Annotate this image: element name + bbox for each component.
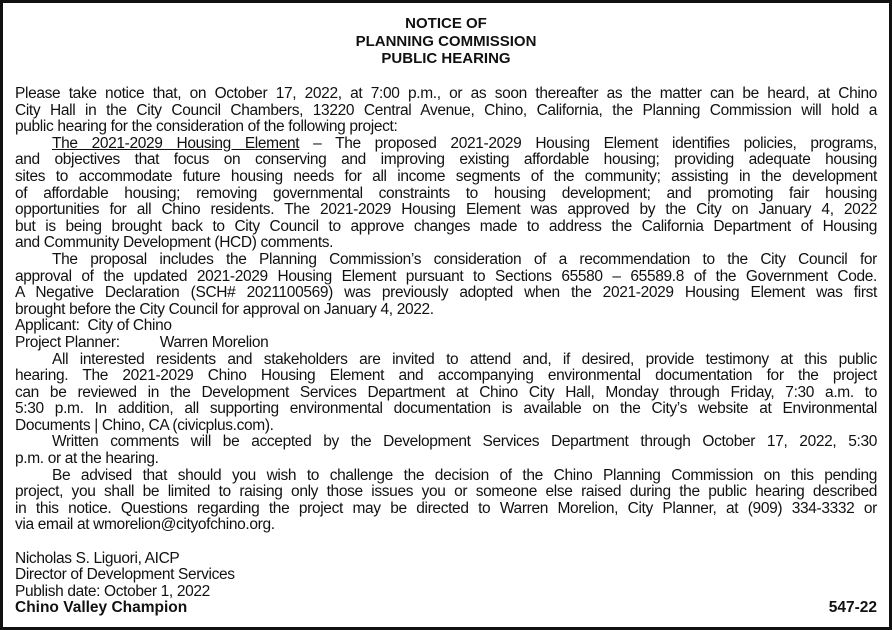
notice-title: [0, 15, 892, 68]
applicant-line: [15, 318, 877, 335]
paragraph-notice: [15, 86, 877, 136]
text-line: opportunities for all Chino residents. The 2021-2029 Housing Element was approved by the City on January 4, 2022: [15, 201, 877, 219]
title-line: NOTICE OF: [405, 15, 487, 32]
planner-line: [15, 335, 877, 352]
text-line: The proposal includes the Planning Commission’s consideration of a recommendation to the City Council for: [52, 250, 877, 268]
applicant-value: City of Chino: [87, 317, 172, 335]
signer-title: Director of Development Services: [15, 566, 235, 584]
publish-date: Publish date: October 1, 2022: [15, 582, 210, 600]
signer-name: Nicholas S. Liguori, AICP: [15, 549, 180, 567]
text-line: hearing. The 2021-2029 Chino Housing Element and accompanying environmental documentation for the project: [15, 367, 877, 385]
text-line: of affordable housing; removing governmental constraints to housing development; and promoting fair housing: [15, 184, 877, 202]
text-line: A Negative Declaration (SCH# 2021100569) was previously adopted when the 2021-2029 Housing Element was first: [15, 284, 877, 302]
text-line: but is being brought back to City Council to approve changes made to address the California Department of Housing: [15, 217, 877, 235]
paragraph-invitation: [15, 352, 877, 435]
text-line: [15, 136, 877, 153]
applicant-label: Applicant:: [15, 317, 80, 335]
paragraph-project: [15, 136, 877, 252]
notice-body: [15, 86, 877, 617]
spacer: [15, 534, 877, 551]
text-line: p.m. or at the hearing.: [15, 450, 159, 468]
text-line: Documents | Chino, CA (civicplus.com).: [15, 416, 274, 434]
text-line: City Hall in the City Council Chambers, 13220 Central Avenue, Chino, California, the Planning Commission will hold a: [15, 101, 877, 119]
text-line: brought before the City Council for approval on January 4, 2022.: [15, 300, 434, 318]
text-line: and objectives that focus on conserving and improving existing affordable housing; providing adequate housing: [15, 151, 877, 169]
text-line: Please take notice that, on October 17, 2022, at 7:00 p.m., or as soon thereafter as the matter can be heard, at Chino: [15, 85, 877, 102]
text-line: in this notice. Questions regarding the project may be directed to Warren Morelion, City Planner, at (909) 334-3332 or: [15, 499, 877, 517]
title-line: PUBLIC HEARING: [381, 50, 511, 67]
planner-value: Warren Morelion: [159, 333, 269, 351]
title-line: PLANNING COMMISSION: [355, 32, 537, 50]
text-line: Written comments will be accepted by the Development Services Department through October 17, 2022, 5:30: [52, 433, 877, 451]
text-segment: – The proposed 2021-2029 Housing Element identifies policies, programs,: [299, 134, 877, 152]
text-line: public hearing for the consideration of the following project:: [15, 118, 398, 136]
ad-number: 547-22: [828, 599, 877, 617]
paragraph-comments: [15, 434, 877, 467]
footer: [15, 600, 877, 617]
text-line: 5:30 p.m. In addition, all supporting environmental documentation is available on the City’s website at Environmental: [15, 400, 877, 418]
text-line: project, you shall be limited to raising only those issues you or someone else raised during the public hearing described: [15, 483, 877, 501]
paragraph-advisory: [15, 468, 877, 534]
publication-name: Chino Valley Champion: [15, 599, 188, 617]
text-line: Be advised that should you wish to challenge the decision of the Chino Planning Commission on this pending: [52, 466, 877, 484]
signature-block: [15, 551, 877, 601]
text-line: and Community Development (HCD) comments.: [15, 234, 334, 252]
paragraph-proposal: [15, 252, 877, 318]
planner-label: Project Planner:: [15, 333, 120, 351]
project-name: The 2021-2029 Housing Element: [52, 134, 300, 152]
text-line: can be reviewed in the Development Services Department at Chino City Hall, Monday through Friday, 7:30 a.m. to: [15, 383, 877, 401]
text-line: sites to accommodate future housing needs for all income segments of the community; assisting in the development: [15, 167, 877, 185]
text-line: All interested residents and stakeholders are invited to attend and, if desired, provide testimony at this public: [52, 350, 877, 368]
text-line: approval of the updated 2021-2029 Housing Element pursuant to Sections 65580 – 65589.8 of the Government Code.: [15, 267, 877, 285]
text-line: via email at wmorelion@cityofchino.org.: [15, 516, 275, 534]
